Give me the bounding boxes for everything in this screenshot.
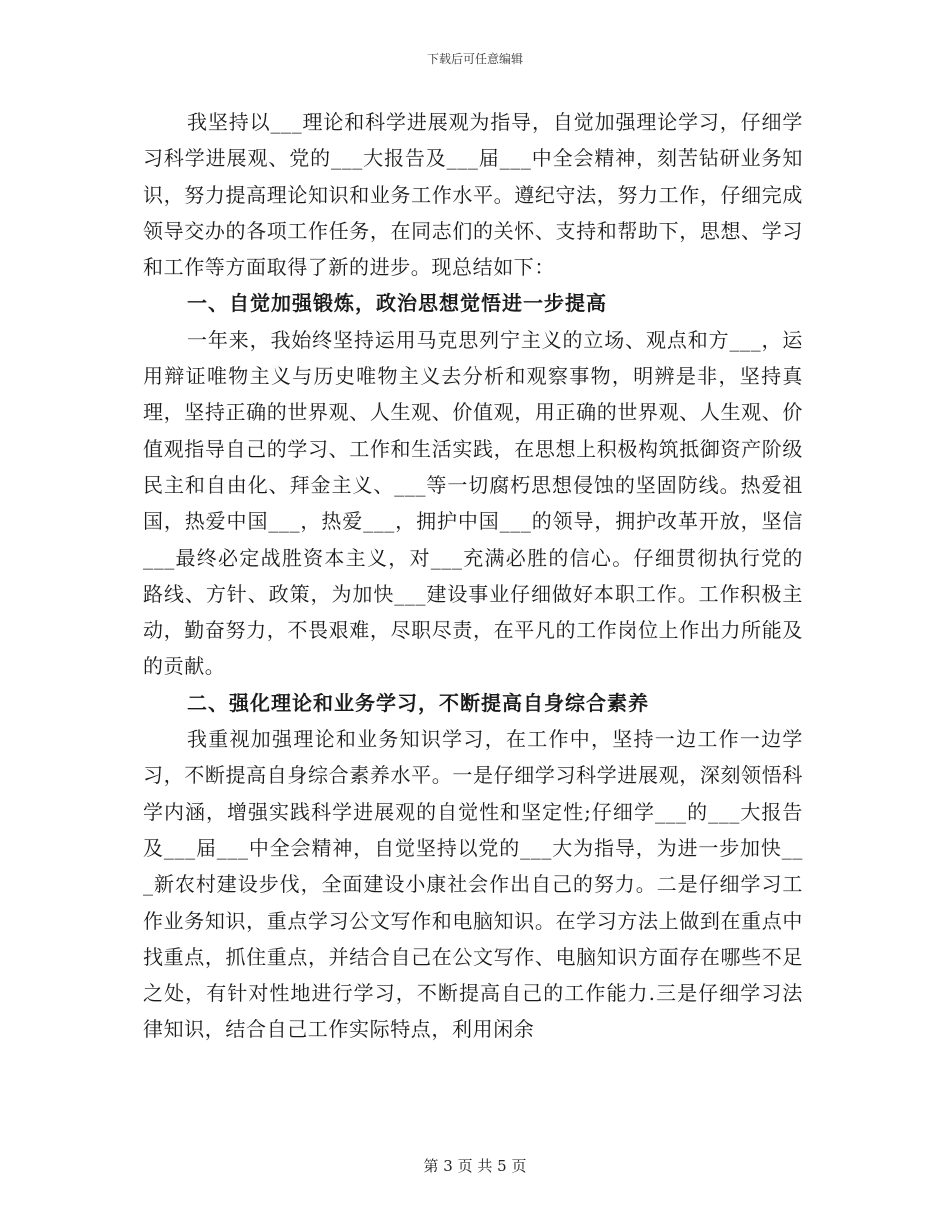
intro-paragraph: 我坚持以___理论和科学进展观为指导，自觉加强理论学习，仔细学习科学进展观、党的___大报告及___届___中全会精神，刻苦钻研业务知识，努力提高理论知识和业务工作水平。遵纪守法，努力工作，仔细完成领导交办的各项工作任务，在同志们的关怀、支持和帮助下，思想、学习和工作等方面取得了新的进步。现总结如下： [143, 110, 803, 280]
document-body [143, 104, 803, 1048]
section-1-heading: 一、自觉加强锻炼，政治思想觉悟进一步提高 [187, 291, 607, 316]
section-2-paragraph: 我重视加强理论和业务知识学习，在工作中，坚持一边工作一边学习，不断提高自身综合素养水平。一是仔细学习科学进展观，深刻领悟科学内涵，增强实践科学进展观的自觉性和坚定性;仔细学___的___大报告及___届___中全会精神，自觉坚持以党的___大为指导，为进一步加快___新农村建设步伐，全面建设小康社会作出自己的努力。二是仔细学习工作业务知识，重点学习公文写作和电脑知识。在学习方法上做到在重点中找重点，抓住重点，并结合自己在公文写作、电脑知识方面存在哪些不足之处，有针对性地进行学习，不断提高自己的工作能力.三是仔细学习法律知识，结合自己工作实际特点，利用闲余 [143, 727, 803, 1042]
page-header: 下载后可任意编辑 [426, 52, 523, 66]
section-1-paragraph: 一年来，我始终坚持运用马克思列宁主义的立场、观点和方___，运用辩证唯物主义与历史唯物主义去分析和观察事物，明辨是非，坚持真理，坚持正确的世界观、人生观、价值观，用正确的世界观、人生观、价值观指导自己的学习、工作和生活实践，在思想上积极构筑抵御资产阶级民主和自由化、拜金主义、___等一切腐朽思想侵蚀的坚固防线。热爱祖国，热爱中国___，热爱___，拥护中国___的领导，拥护改革开放，坚信___最终必定战胜资本主义，对___充满必胜的信心。仔细贯彻执行党的路线、方针、政策，为加快___建设事业仔细做好本职工作。工作积极主动，勤奋努力，不畏艰难，尽职尽责，在平凡的工作岗位上作出力所能及的贡献。 [143, 327, 803, 679]
section-2-heading: 二、强化理论和业务学习，不断提高自身综合素养 [187, 690, 649, 715]
page-number: 第 3 页 共 5 页 [423, 1157, 527, 1175]
